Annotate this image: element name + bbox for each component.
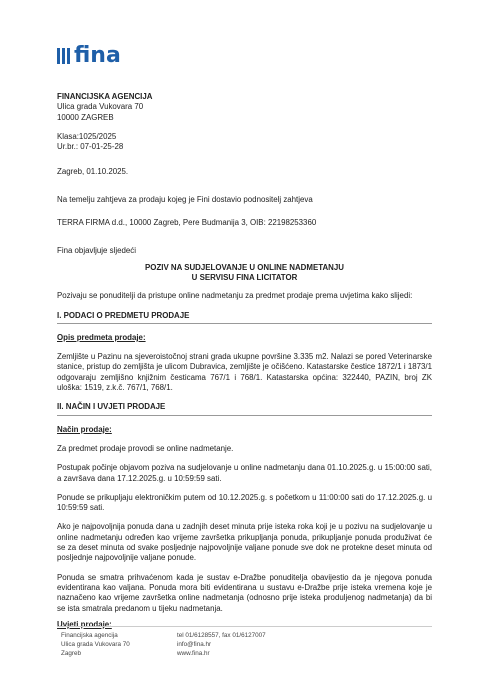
section1-subheading: Opis predmeta prodaje: bbox=[57, 332, 146, 342]
letter-date: Zagreb, 01.10.2025. bbox=[57, 167, 129, 177]
sender-address1: Ulica grada Vukovara 70 bbox=[57, 102, 144, 112]
footer-phone: tel 01/6128557, fax 01/6127007 bbox=[177, 632, 266, 639]
section2-heading: II. NAČIN I UVJETI PRODAJE bbox=[57, 402, 432, 415]
section1-heading: I. PODACI O PREDMETU PRODAJE bbox=[57, 311, 432, 324]
section2-p1: Za predmet prodaje provodi se online nadmetanje. bbox=[57, 443, 234, 453]
applicant-text: TERRA FIRMA d.d., 10000 Zagreb, Pere Budmanija 3, OIB: 22198253360 bbox=[57, 218, 317, 228]
sender-name: FINANCIJSKA AGENCIJA bbox=[57, 92, 153, 101]
footer-org: Financijska agencija bbox=[61, 632, 118, 639]
footer-divider bbox=[57, 626, 432, 627]
footer-email[interactable]: info@fina.hr bbox=[177, 640, 212, 648]
sender-address2: 10000 ZAGREB bbox=[57, 112, 114, 122]
footer-website[interactable]: www.fina.hr bbox=[177, 649, 210, 657]
ref-klasa: Klasa:1025/2025 bbox=[57, 131, 117, 141]
fina-logo bbox=[57, 45, 121, 67]
intro-text: Na temelju zahtjeva za prodaju kojeg je Fini dostavio podnositelj zahtjeva bbox=[57, 194, 313, 204]
section2-subheading: Način prodaje: bbox=[57, 424, 112, 434]
section2-p4: Ako je najpovoljnija ponuda dana u zadnjih deset minuta prije isteka roka koji je u pozivu na sudjelovanje u online nadmetanju određen kao vrijeme završetka prikupljanja ponuda, prikupljanje ponuda produživat će se za deset minuta od svake posljednje najpovoljnije valjane ponude sve dok ne protekne deset minuta od posljednje najpovoljnije valjane ponude. bbox=[57, 522, 432, 563]
footer-city: Zagreb bbox=[61, 649, 81, 657]
invite-text: Pozivaju se ponuditelji da pristupe online nadmetanju za predmet prodaje prema uvjetima kako slijedi: bbox=[57, 291, 413, 301]
notice-title-line1: POZIV NA SUDJELOVANJE U ONLINE NADMETANJU bbox=[145, 262, 344, 272]
section2-p2: Postupak počinje objavom poziva na sudjelovanje u online nadmetanju dana 01.10.2025.g. u 15:00:00 sati, a završava dana 17.12.2025.g. u 10:59:59 sati. bbox=[57, 463, 432, 483]
footer-left bbox=[61, 632, 130, 658]
section2-p3: Ponude se prikupljaju elektroničkim putem od 10.12.2025.g. s početkom u 11:00:00 sati do 17.12.2025.g. u 10:59:59 sati. bbox=[57, 492, 432, 513]
section2-subheading2: Uvjeti prodaje: bbox=[57, 619, 112, 629]
ref-urbr: Ur.br.: 07-01-25-28 bbox=[57, 142, 124, 152]
fina-bars-logo-icon bbox=[57, 48, 70, 64]
footer-street: Ulica grada Vukovara 70 bbox=[61, 640, 130, 648]
letter-body bbox=[57, 92, 432, 630]
announce-text: Fina objavljuje sljedeći bbox=[57, 246, 136, 256]
logo-text: fina bbox=[74, 43, 121, 68]
section2-p5: Ponuda se smatra prihvaćenom kada je sustav e-Dražbe ponuditelja obavijestio da je njegova ponuda evidentirana kao valjana. Ponuda mora biti evidentirana u sustavu e-Dražbe prije isteka vremena koje je naznačeno kao vrijeme završetka online nadmetanja (odnosno prije isteka produljenog nadmetanja) da bi se ista smatrala predanom u tijeku nadmetanja. bbox=[57, 572, 432, 613]
notice-title-line2: U SERVISU FINA LICITATOR bbox=[191, 272, 298, 282]
footer-right bbox=[177, 632, 266, 658]
section1-description: Zemljište u Pazinu na sjeveroistočnoj strani grada ukupne površine 3.335 m2. Nalazi se pored Veterinarske stanice, pristup do zemljišta je ulicom Dubravica, zemljište je očišćeno. Katastarske čestice 1872/1 i 1873/1 odgovaraju zemljišno knjižnim česticama 767/1 i 768/1. Katastarska općina: 322440, PAZIN, broj ZK uloška: 1519, z.k.č. 767/1, 768/1. bbox=[57, 352, 432, 393]
